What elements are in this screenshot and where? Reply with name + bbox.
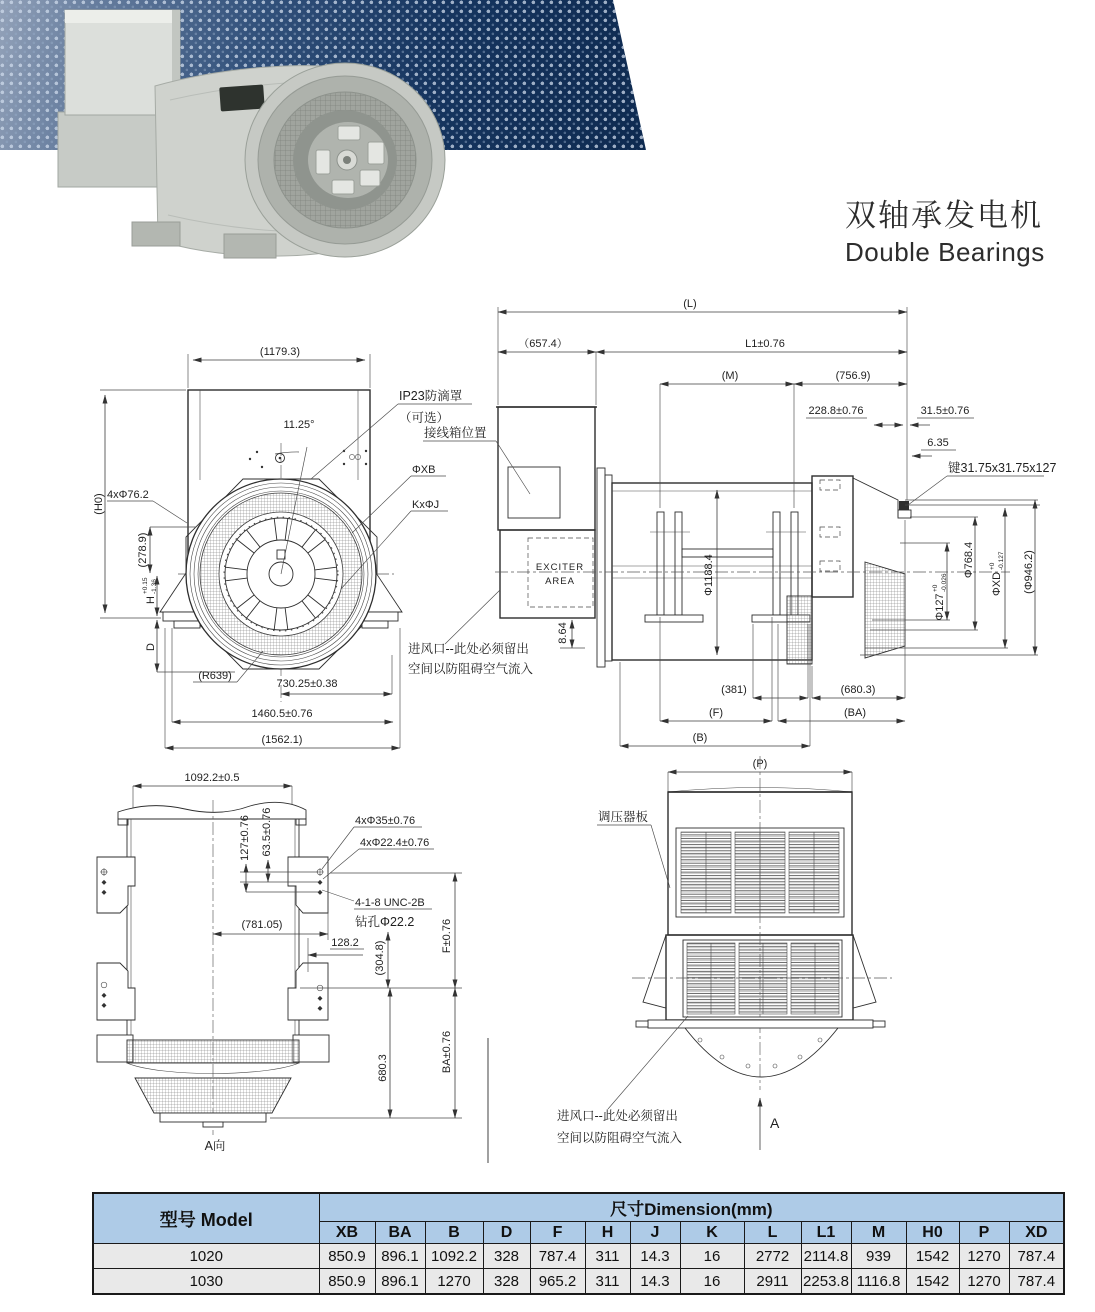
front-phi-xb-label: ΦXB [412, 464, 436, 476]
side-key-label: 键31.75x31.75x127 [948, 461, 1057, 475]
air-inlet-note-1b: 空间以防阻碍空气流入 [408, 662, 534, 676]
side-dim-680: (680.3) [840, 684, 876, 696]
value-cell: 787.4 [530, 1244, 585, 1269]
side-dim-1188: Φ1188.4 [703, 554, 715, 596]
value-cell: 1542 [906, 1244, 959, 1269]
rear-a-label: A [770, 1115, 780, 1131]
exciter-area-label2: AREA [545, 576, 575, 587]
side-dim-228: 228.8±0.76 [808, 405, 864, 417]
side-dim-127 [932, 573, 948, 620]
col-header: K [680, 1222, 744, 1244]
side-dim-31: 31.5±0.76 [920, 405, 970, 417]
title-block [845, 190, 1045, 268]
rear-view-drawing [530, 750, 1010, 1190]
value-cell: 14.3 [630, 1244, 680, 1269]
svg-text:Φ127: Φ127 [934, 593, 946, 621]
value-cell: 896.1 [375, 1269, 425, 1295]
value-cell: 2772 [744, 1244, 801, 1269]
front-dim-r639: (R639) [198, 670, 232, 682]
value-cell: 965.2 [530, 1269, 585, 1295]
value-cell: 787.4 [1009, 1244, 1064, 1269]
exciter-area-label1: EXCITER [535, 562, 585, 573]
side-dim-l: (L) [683, 298, 697, 310]
front-angle-label: 11.25° [283, 419, 315, 431]
dimension-table [92, 1192, 1065, 1295]
front-dim-1460: 1460.5±0.76 [251, 708, 313, 720]
value-cell: 16 [680, 1244, 744, 1269]
side-dim-ba: (BA) [844, 707, 866, 719]
front-dim-width: (1179.3) [259, 346, 301, 358]
col-header: D [483, 1222, 530, 1244]
bottom-a-view-label: A向 [204, 1139, 226, 1153]
col-header: B [425, 1222, 483, 1244]
side-dim-635: 6.35 [927, 437, 949, 449]
page-title-zh: 双轴承发电机 [845, 198, 1043, 233]
side-dim-b: (B) [692, 732, 708, 744]
svg-text:H: H [145, 596, 157, 604]
side-dim-381: (381) [721, 684, 747, 696]
value-cell: 896.1 [375, 1244, 425, 1269]
front-ip23-label2: （可选） [399, 411, 450, 425]
svg-text:-1.36: -1.36 [151, 579, 158, 594]
col-header: L1 [801, 1222, 851, 1244]
col-header: XD [1009, 1222, 1064, 1244]
rear-dim-p: (P) [752, 758, 768, 770]
side-dim-768: Φ768.4 [963, 541, 975, 579]
value-cell: 787.4 [1009, 1269, 1064, 1295]
bottom-dim-1092: 1092.2±0.5 [184, 772, 240, 784]
front-ip23-label1: IP23防滴罩 [399, 389, 463, 403]
bottom-dim-127: 127±0.76 [239, 815, 251, 861]
air-inlet-note-1a: 进风口--此处必须留出 [408, 642, 529, 656]
value-cell: 1116.8 [851, 1269, 906, 1295]
table-row-1020 [93, 1244, 1064, 1269]
value-cell: 850.9 [319, 1269, 375, 1295]
col-header: L [744, 1222, 801, 1244]
bottom-drill-label: 钻孔Φ22.2 [355, 915, 415, 929]
front-dim-1562: (1562.1) [261, 734, 303, 746]
front-dim-h0: (H0) [93, 493, 105, 515]
bottom-dim-680: 680.3 [377, 1054, 389, 1082]
side-dim-xd [989, 551, 1005, 596]
value-cell: 328 [483, 1244, 530, 1269]
value-cell: 1270 [959, 1244, 1009, 1269]
col-header: P [959, 1222, 1009, 1244]
bottom-dim-304: (304.8) [374, 940, 386, 976]
col-header: XB [319, 1222, 375, 1244]
value-cell: 1542 [906, 1269, 959, 1295]
svg-text:+0.15: +0.15 [142, 577, 149, 594]
value-cell: 2114.8 [801, 1244, 851, 1269]
value-cell: 2911 [744, 1269, 801, 1295]
bottom-view-drawing [85, 760, 505, 1180]
bottom-dim-ba: BA±0.76 [441, 1030, 453, 1074]
model-cell: 1020 [93, 1244, 319, 1269]
front-dim-278: (278.9) [137, 532, 149, 568]
value-cell: 1270 [959, 1269, 1009, 1295]
bottom-holes35-label: 4xΦ35±0.76 [355, 815, 416, 827]
side-view-drawing [400, 290, 1095, 760]
table-row-1030 [93, 1269, 1064, 1295]
bottom-dim-781: (781.05) [241, 919, 283, 931]
col-header: M [851, 1222, 906, 1244]
col-header: F [530, 1222, 585, 1244]
bottom-holes22-label: 4xΦ22.4±0.76 [360, 837, 430, 849]
front-kphij-label: KxΦJ [412, 499, 440, 511]
col-header: H [585, 1222, 630, 1244]
side-dim-f: (F) [708, 707, 724, 719]
dimension-header: 尺寸Dimension(mm) [319, 1193, 1064, 1222]
value-cell: 311 [585, 1269, 630, 1295]
bottom-dim-128: 128.2 [331, 937, 359, 949]
page-title-en: Double Bearings [845, 237, 1045, 267]
value-cell: 939 [851, 1244, 906, 1269]
model-cell: 1030 [93, 1269, 319, 1295]
value-cell: 2253.8 [801, 1269, 851, 1295]
svg-text:-0.026: -0.026 [941, 573, 948, 592]
value-cell: 14.3 [630, 1269, 680, 1295]
front-dim-h-tol [142, 577, 158, 604]
value-cell: 1092.2 [425, 1244, 483, 1269]
svg-text:-0.127: -0.127 [998, 551, 1005, 570]
bottom-unc-label: 4-1-8 UNC-2B [355, 897, 425, 909]
side-dim-946: (Φ946.2) [1023, 550, 1035, 594]
bottom-dim-635: 63.5±0.76 [261, 807, 273, 857]
svg-text:+0: +0 [932, 584, 939, 592]
generator-photo [20, 0, 490, 275]
value-cell: 1270 [425, 1269, 483, 1295]
regulator-plate-label: 调压器板 [598, 810, 649, 824]
air-inlet-note-2a: 进风口--此处必须留出 [557, 1109, 678, 1123]
value-cell: 328 [483, 1269, 530, 1295]
col-header: J [630, 1222, 680, 1244]
svg-text:ΦXD: ΦXD [991, 571, 1003, 597]
front-dim-d: D [145, 643, 157, 651]
front-dim-730: 730.25±0.38 [276, 678, 338, 690]
value-cell: 311 [585, 1244, 630, 1269]
col-header: BA [375, 1222, 425, 1244]
model-header: 型号 Model [93, 1193, 319, 1244]
side-dim-m: (M) [721, 370, 739, 382]
col-header: H0 [906, 1222, 959, 1244]
value-cell: 16 [680, 1269, 744, 1295]
front-holes-label: 4xΦ76.2 [107, 489, 149, 501]
junction-box-label: 接线箱位置 [424, 426, 487, 440]
svg-text:+0: +0 [989, 562, 996, 570]
side-dim-864: 8.64 [557, 622, 569, 644]
bottom-dim-f: F±0.76 [441, 918, 453, 954]
value-cell: 850.9 [319, 1244, 375, 1269]
side-dim-l1: L1±0.76 [745, 338, 785, 350]
air-inlet-note-2b: 空间以防阻碍空气流入 [557, 1131, 683, 1145]
side-dim-657: （657.4） [518, 338, 568, 350]
side-dim-756: (756.9) [835, 370, 871, 382]
